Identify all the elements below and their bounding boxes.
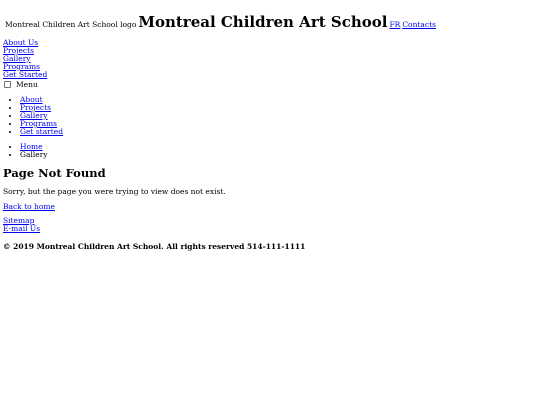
menu-item-get-started[interactable]: Get started — [20, 127, 64, 136]
menu-label: Menu — [16, 80, 38, 89]
copyright: © 2019 Montreal Children Art School. All rights reserved 514-111-1111 — [3, 242, 306, 251]
main-nav — [3, 39, 47, 79]
menu-item-programs[interactable]: Programs — [20, 119, 57, 128]
error-message: Sorry, but the page you were trying to view does not exist. — [3, 187, 226, 196]
nav-gallery[interactable]: Gallery — [3, 54, 31, 63]
footer-links — [3, 217, 40, 233]
menu-item-projects[interactable]: Projects — [20, 103, 51, 112]
breadcrumb-item — [20, 151, 48, 159]
language-fr-link[interactable]: FR — [389, 20, 401, 29]
site-logo[interactable]: Montreal Children Art School logo — [5, 20, 137, 29]
page-title: Page Not Found — [3, 166, 106, 180]
site-header — [5, 13, 438, 31]
menu-checkbox[interactable] — [4, 81, 11, 88]
breadcrumb-current: Gallery — [20, 150, 48, 159]
nav-get-started[interactable]: Get Started — [3, 70, 48, 79]
nav-programs[interactable]: Programs — [3, 62, 40, 71]
site-title: Montreal Children Art School — [138, 13, 388, 31]
breadcrumb-home-link[interactable]: Home — [20, 142, 43, 151]
list-item — [20, 128, 63, 136]
breadcrumb — [3, 143, 48, 159]
contacts-link[interactable]: Contacts — [402, 20, 436, 29]
menu-item-about[interactable]: About — [20, 95, 43, 104]
sitemap-link[interactable]: Sitemap — [3, 216, 35, 225]
menu-item-gallery[interactable]: Gallery — [20, 111, 48, 120]
nav-about-us[interactable]: About Us — [3, 38, 39, 47]
email-us-link[interactable]: E-mail Us — [3, 224, 41, 233]
back-to-home-link[interactable]: Back to home — [3, 202, 55, 211]
menu-toggle[interactable] — [4, 80, 38, 89]
mobile-menu-list — [3, 96, 63, 136]
nav-projects[interactable]: Projects — [3, 46, 34, 55]
